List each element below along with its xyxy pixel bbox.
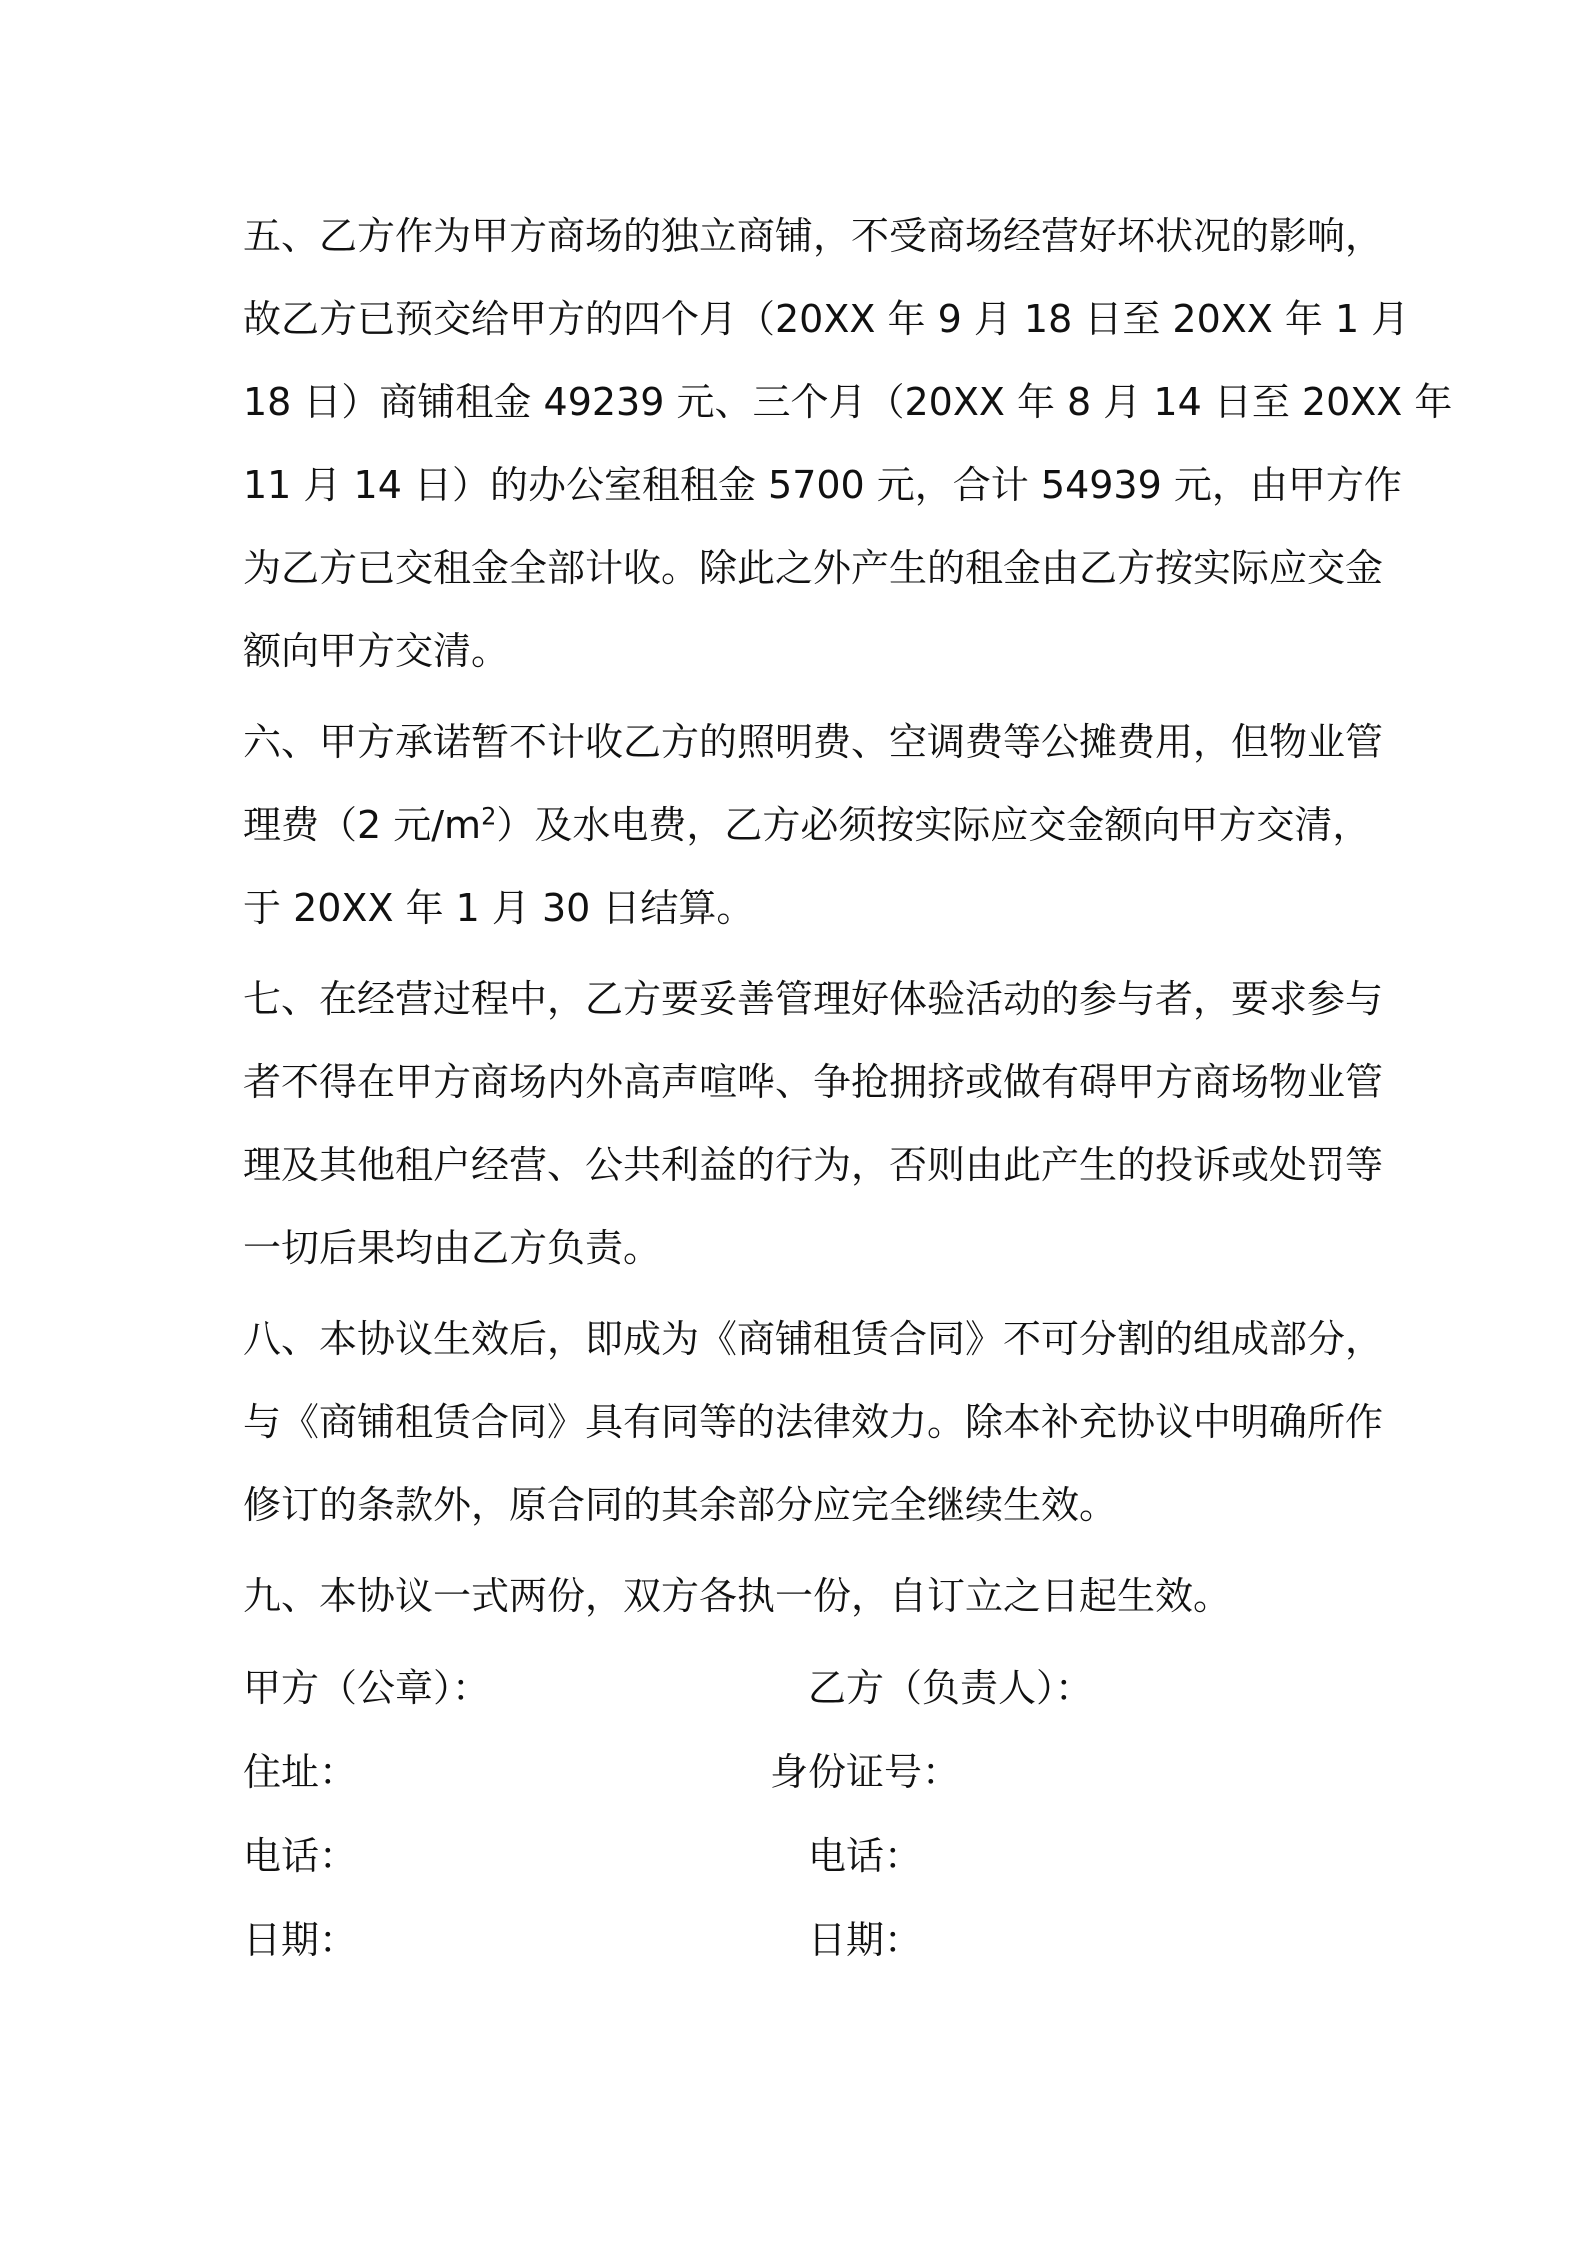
clause-5-line-6: 额向甲方交清。 xyxy=(243,629,510,673)
signature-row-date xyxy=(243,1898,1358,1982)
clause-8-line-3: 修订的条款外，原合同的其余部分应完全继续生效。 xyxy=(243,1483,1118,1527)
clause-6-line-2b: ）及水电费，乙方必须按实际应交金额向甲方交清， xyxy=(496,803,1371,847)
clause-8-line-1: 八、本协议生效后，即成为《商铺租赁合同》不可分割的组成部分， xyxy=(243,1317,1384,1361)
document-page xyxy=(243,195,1453,1982)
party-a-date-label: 日期： xyxy=(243,1918,358,1962)
clause-6-line-2 xyxy=(243,784,1371,867)
signature-row-seal xyxy=(243,1646,1358,1730)
clause-6-line-3: 于 20XX 年 1 月 30 日结算。 xyxy=(243,886,755,930)
clause-5-line-2: 故乙方已预交给甲方的四个月（20XX 年 9 月 18 日至 20XX 年 1 月 xyxy=(243,297,1410,341)
signature-block xyxy=(243,1646,1358,1982)
clause-8 xyxy=(243,1298,1384,1547)
clause-7-line-1: 七、在经营过程中，乙方要妥善管理好体验活动的参与者，要求参与 xyxy=(243,977,1384,1021)
clause-6 xyxy=(243,701,1384,950)
party-a-phone-label: 电话： xyxy=(243,1834,358,1878)
party-b-id-label: 身份证号： xyxy=(770,1750,961,1794)
clause-5-line-4: 11 月 14 日）的办公室租租金 5700 元，合计 54939 元，由甲方作 xyxy=(243,463,1402,507)
clause-8-line-2: 与《商铺租赁合同》具有同等的法律效力。除本补充协议中明确所作 xyxy=(243,1400,1384,1444)
clause-7-line-4: 一切后果均由乙方负责。 xyxy=(243,1226,662,1270)
clause-7-line-3: 理及其他租户经营、公共利益的行为，否则由此产生的投诉或处罚等 xyxy=(243,1143,1384,1187)
clause-5-line-1: 五、乙方作为甲方商场的独立商铺，不受商场经营好坏状况的影响， xyxy=(243,214,1384,258)
clause-7-line-2: 者不得在甲方商场内外高声喧哗、争抢拥挤或做有碍甲方商场物业管 xyxy=(243,1060,1384,1104)
clause-6-line-2a: 理费（2 元/m xyxy=(243,803,482,847)
clause-5 xyxy=(243,195,1453,693)
party-a-address-label: 住址： xyxy=(243,1750,358,1794)
signature-row-phone xyxy=(243,1814,1358,1898)
clause-6-line-1: 六、甲方承诺暂不计收乙方的照明费、空调费等公摊费用，但物业管 xyxy=(243,720,1384,764)
unit-superscript: 2 xyxy=(481,802,497,831)
signature-row-id xyxy=(243,1730,1358,1814)
clause-5-line-3: 18 日）商铺租金 49239 元、三个月（20XX 年 8 月 14 日至 20XX 年 xyxy=(243,380,1453,424)
party-a-seal-label: 甲方（公章）： xyxy=(243,1666,491,1710)
clause-9-line-1: 九、本协议一式两份，双方各执一份，自订立之日起生效。 xyxy=(243,1574,1232,1618)
party-b-person-label: 乙方（负责人）： xyxy=(808,1666,1094,1710)
party-b-date-label: 日期： xyxy=(808,1918,923,1962)
party-b-phone-label: 电话： xyxy=(808,1834,923,1878)
clause-7 xyxy=(243,958,1384,1290)
clause-5-line-5: 为乙方已交租金全部计收。除此之外产生的租金由乙方按实际应交金 xyxy=(243,546,1384,590)
clause-9 xyxy=(243,1555,1358,1638)
